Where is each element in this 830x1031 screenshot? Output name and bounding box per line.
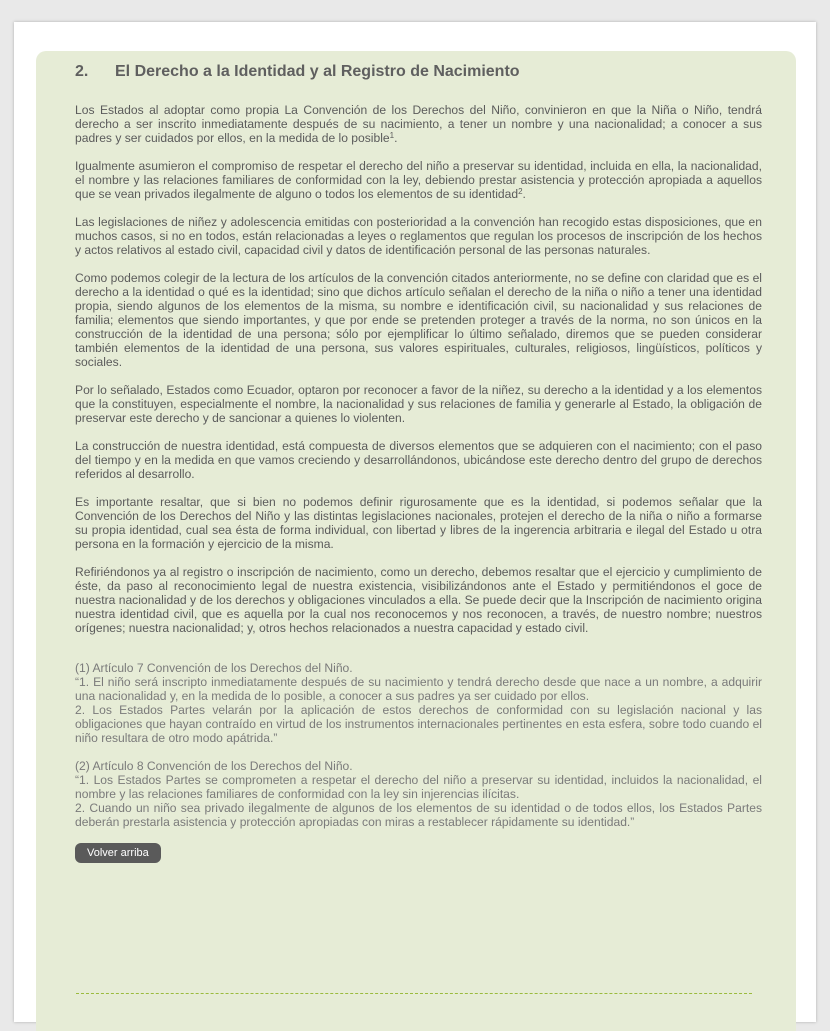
footnote-line: 2. Los Estados Partes velarán por la aplicación de estos derechos de conformidad con su legislación nacional y las obligaciones que hayan contraído en virtud de los instrumentos internacionales pertinentes en esta esfera, sobre todo cuando el niño resultara de otro modo apátrida.”: [75, 703, 762, 745]
dashed-divider: [76, 993, 752, 994]
footnote: [75, 759, 762, 829]
paragraph: Por lo señalado, Estados como Ecuador, optaron por reconocer a favor de la niñez, su derecho a la identidad y a los elementos que la constituyen, especialmente el nombre, la nacionalidad y sus relaciones de familia y generarle al Estado, la obligación de preservar este derecho y de sancionar a quienes lo violenten.: [75, 383, 762, 425]
footnote-title: (1) Artículo 7 Convención de los Derechos del Niño.: [75, 661, 353, 675]
footnote: [75, 661, 762, 745]
section-title: El Derecho a la Identidad y al Registro de Nacimiento: [115, 63, 520, 80]
footnotes: [75, 661, 762, 829]
paragraph: La construcción de nuestra identidad, está compuesta de diversos elementos que se adquieren con el nacimiento; con el paso del tiempo y en la medida en que vamos creciendo y desarrollándonos, ubicándose este derecho dentro del grupo de derechos referidos al desarrollo.: [75, 439, 762, 481]
footnote-ref[interactable]: 1: [389, 131, 395, 140]
body-paragraphs: [75, 103, 762, 635]
content-panel: [36, 51, 796, 1031]
paragraph: Igualmente asumieron el compromiso de respetar el derecho del niño a preservar su identidad, incluida en ella, la nacionalidad, el nombre y las relaciones familiares de conformidad con la ley, debiendo prestar asistencia y protección apropiada a aquellos que se vean privados ilegalmente de alguno o todos los elementos de su identidad$^2$.: [75, 159, 762, 201]
section-heading: [75, 61, 762, 83]
paragraph: Refiriéndonos ya al registro o inscripción de nacimiento, como un derecho, debemos resaltar que el ejercicio y cumplimiento de éste, da paso al reconocimiento legal de nuestra existencia, visibilizándonos ante el Estado y permitiéndonos el goce de nuestra nacionalidad y de los derechos y obligaciones vinculados a ella. Se puede decir que la Inscripción de nacimiento origina nuestra identidad civil, que es aquella por la cual nos reconocemos y nos reconocen, a través, de nuestro nombre; nuestros orígenes; nuestra nacionalidad; y, otros hechos relacionados a nuestra capacidad y estado civil.: [75, 565, 762, 635]
paragraph: Las legislaciones de niñez y adolescencia emitidas con posterioridad a la convención han recogido estas disposiciones, que en muchos casos, si no en todos, están relacionadas a leyes o reglamentos que regulan los procesos de inscripción de los hechos y actos relativos al estado civil, capacidad civil y datos de identificación personal de las personas naturales.: [75, 215, 762, 257]
footnote-line: 2. Cuando un niño sea privado ilegalmente de algunos de los elementos de su identidad o de todos ellos, los Estados Partes deberán prestarla asistencia y protección apropiadas con miras a restablecer rápidamente su identidad.”: [75, 801, 762, 829]
footnote-ref[interactable]: 2: [518, 187, 523, 196]
footnote-line: “1. Los Estados Partes se comprometen a respetar el derecho del niño a preservar su identidad, incluidos la nacionalidad, el nombre y las relaciones familiares de conformidad con la ley sin injerencias ilícitas.: [75, 773, 762, 801]
paragraph: Como podemos colegir de la lectura de los artículos de la convención citados anteriormente, no se define con claridad que es el derecho a la identidad o qué es la identidad; sino que dichos artículo señalan el derecho de la niña o niño a tener una identidad propia, siendo algunos de los elementos de la misma, su nombre e identificación civil, su nacionalidad y sus relaciones de familia; elementos que siendo importantes, y que por ende se pretenden proteger a través de la norma, no son únicos en la construcción de la identidad de una persona; sólo por ejemplificar lo último señalado, diremos que se pueden considerar también elementos de la identidad de una persona, sus valores espirituales, culturales, religiosos, lingüísticos, políticos y sociales.: [75, 271, 762, 369]
paragraph: Es importante resaltar, que si bien no podemos definir rigurosamente que es la identidad, si podemos señalar que la Convención de los Derechos del Niño y las distintas legislaciones nacionales, protejen el derecho de la niña o niño a formarse su propia identidad, cual sea ésta de forma individual, con libertad y libres de la ingerencia arbitraria e ilegal del Estado u otra persona en la formación y ejercicio de la misma.: [75, 495, 762, 551]
back-to-top-button[interactable]: Volver arriba: [75, 843, 161, 863]
section-number: 2.: [75, 63, 89, 80]
article-content: [75, 61, 762, 863]
paragraph: Los Estados al adoptar como propia La Convención de los Derechos del Niño, convinieron en que la Niña o Niño, tendrá derecho a ser inscrito inmediatamente después de su nacimiento, a tener un nombre y una nacionalidad; a conocer a sus padres y ser cuidados por ellos, en la medida de lo posible$^1$.: [75, 103, 762, 145]
footnote-title: (2) Artículo 8 Convención de los Derechos del Niño.: [75, 759, 353, 773]
footnote-line: “1. El niño será inscripto inmediatamente después de su nacimiento y tendrá derecho desde que nace a un nombre, a adquirir una nacionalidad y, en la medida de lo posible, a conocer a sus padres ya ser cuidado por ellos.: [75, 675, 762, 703]
page-sheet: [14, 22, 816, 1022]
